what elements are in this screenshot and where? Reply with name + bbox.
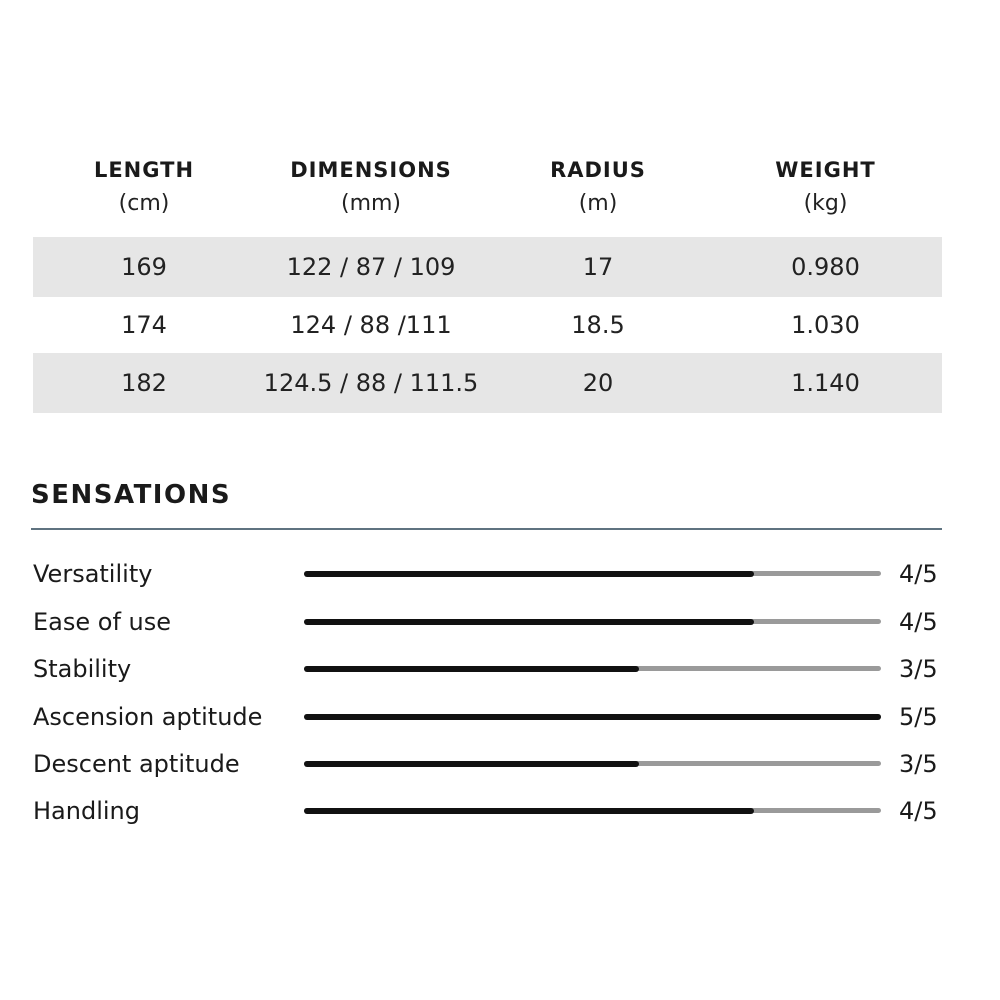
cell-length: 174 (121, 311, 167, 339)
cell-length: 182 (121, 369, 167, 397)
header-length (33, 155, 255, 237)
rating-label: Versatility (33, 560, 153, 588)
cell-length: 169 (121, 253, 167, 281)
rating-row-ascension-aptitude (33, 701, 963, 741)
header-unit: (cm) (118, 191, 170, 216)
cell-radius: 20 (582, 369, 614, 397)
rating-bar (304, 714, 881, 719)
header-title: WEIGHT (775, 158, 876, 182)
rating-bar-fill (304, 619, 754, 625)
header-dimensions (255, 155, 487, 237)
rating-label: Ease of use (33, 608, 172, 636)
spec-table-header (33, 155, 942, 237)
rating-bar (304, 666, 881, 671)
rating-label: Handling (33, 797, 140, 825)
rating-bar-fill (304, 571, 754, 577)
cell-radius: 18.5 (571, 311, 625, 339)
cell-radius: 17 (582, 253, 614, 281)
sensations-divider (31, 528, 942, 530)
rating-bar-fill (304, 761, 639, 767)
rating-row-handling (33, 795, 963, 835)
cell-dimensions: 124 / 88 /111 (290, 311, 452, 339)
rating-row-ease-of-use (33, 606, 963, 646)
rating-label: Descent aptitude (33, 750, 240, 778)
header-weight (709, 155, 942, 237)
rating-value: 4/5 (899, 560, 938, 588)
header-radius (487, 155, 709, 237)
cell-weight: 1.140 (791, 369, 860, 397)
rating-bar-fill (304, 808, 754, 814)
rating-value: 4/5 (899, 797, 938, 825)
cell-weight: 0.980 (791, 253, 860, 281)
rating-label: Ascension aptitude (33, 703, 263, 731)
rating-bar-fill (304, 714, 881, 720)
rating-value: 3/5 (899, 655, 938, 683)
table-row (33, 297, 942, 353)
rating-bar (304, 761, 881, 766)
spec-table (33, 155, 942, 413)
table-row (33, 237, 942, 297)
rating-value: 4/5 (899, 608, 938, 636)
header-title: DIMENSIONS (290, 158, 452, 182)
rating-label: Stability (33, 655, 132, 683)
header-title: RADIUS (550, 158, 646, 182)
cell-dimensions: 122 / 87 / 109 (286, 253, 456, 281)
header-unit: (mm) (340, 191, 402, 216)
header-unit: (kg) (803, 191, 848, 216)
rating-value: 3/5 (899, 750, 938, 778)
rating-bar (304, 619, 881, 624)
table-row (33, 353, 942, 413)
rating-row-versatility (33, 558, 963, 598)
cell-dimensions: 124.5 / 88 / 111.5 (263, 369, 479, 397)
cell-weight: 1.030 (791, 311, 860, 339)
rating-value: 5/5 (899, 703, 938, 731)
sensations-title: SENSATIONS (31, 480, 232, 510)
rating-row-stability (33, 653, 963, 693)
rating-bar-fill (304, 666, 639, 672)
rating-bar (304, 808, 881, 813)
header-unit: (m) (578, 191, 618, 216)
rating-row-descent-aptitude (33, 748, 963, 788)
rating-bar (304, 571, 881, 576)
header-title: LENGTH (93, 158, 195, 182)
